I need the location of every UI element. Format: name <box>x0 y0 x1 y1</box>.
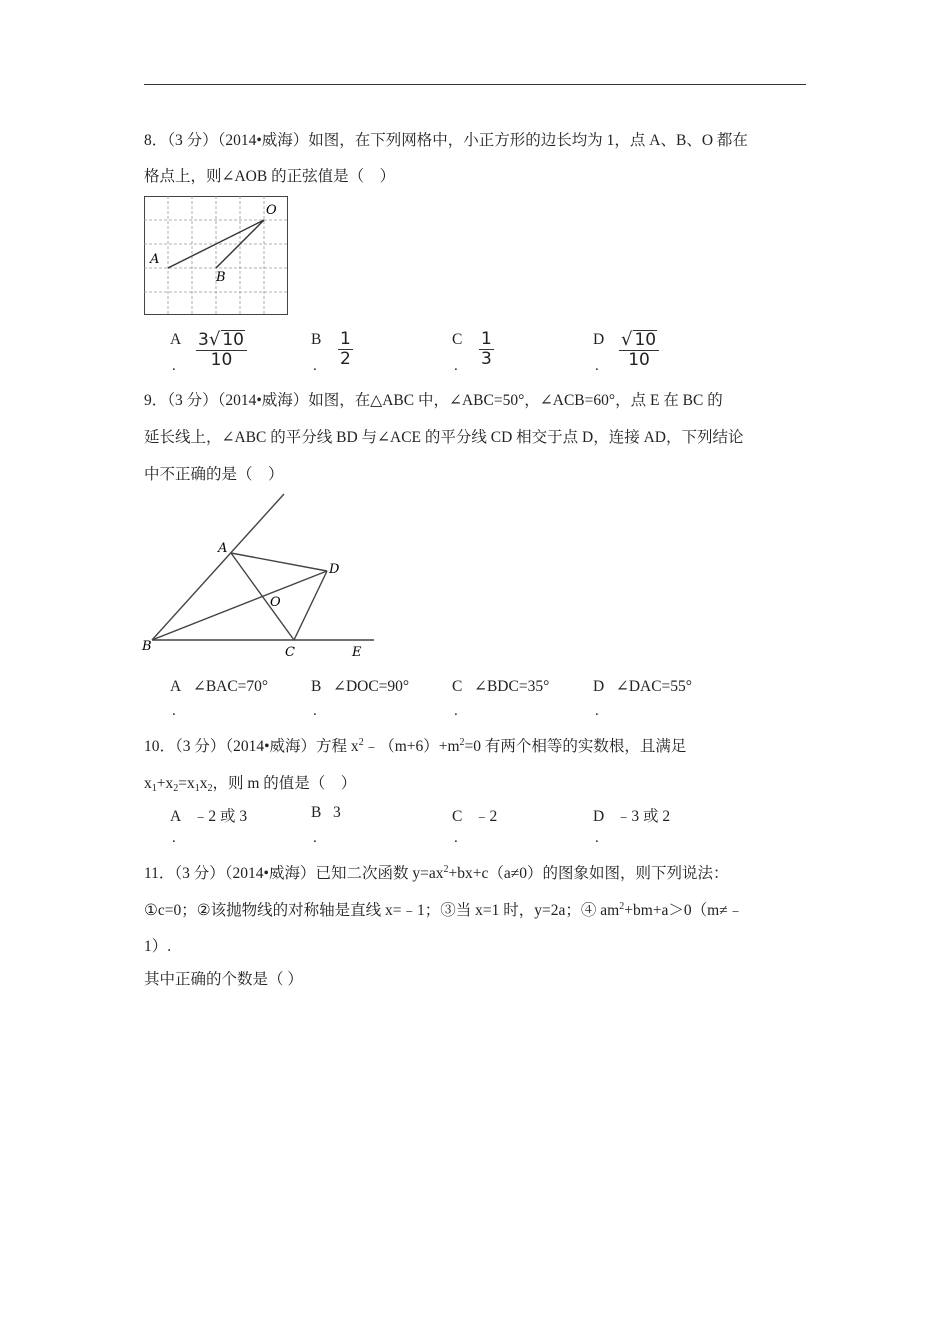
q9-d-text: ∠DAC=55° <box>615 678 692 695</box>
q8-option-a-value: $\frac{3√ 10}{10}$ <box>196 330 247 370</box>
q11-exponent: 2 <box>619 901 625 912</box>
q9-option-d[interactable] <box>593 677 692 696</box>
point-b-label: B <box>142 639 152 654</box>
q11-stem-part: +bx+c（a≠0）的图象如图，则下列说法： <box>448 865 729 882</box>
ray-ba-extended <box>152 494 284 640</box>
q8-b-denominator: 2 <box>340 349 351 369</box>
q9-stem-line1: 9．（3 分）（2014•威海）如图，在△ABC 中，∠ABC=50°，∠ACB=60°，点 E 在 BC 的 <box>144 392 723 409</box>
q10-option-d-dot: . <box>595 830 599 846</box>
q10-term: +x <box>156 775 174 792</box>
q8-option-c-dot: . <box>454 358 458 374</box>
segment-bd <box>152 571 327 640</box>
q8-c-numerator: 1 <box>481 329 492 349</box>
q8-option-b-value <box>338 330 353 369</box>
q10-subscript: 2 <box>173 783 179 794</box>
q8-d-radicand: 10 <box>634 330 657 350</box>
point-o-label: O <box>266 203 277 218</box>
q9-option-a[interactable] <box>170 677 268 696</box>
q11-stem-line3: 1）. <box>144 938 172 955</box>
q9-option-c-dot: . <box>454 703 458 719</box>
point-a-label: A <box>150 252 160 267</box>
q9-option-b-dot: . <box>313 703 317 719</box>
q10-option-c[interactable] <box>452 804 497 826</box>
q9-option-c[interactable] <box>452 677 549 696</box>
q10-option-d[interactable] <box>593 804 670 826</box>
q9-a-text: ∠BAC=70° <box>192 678 269 695</box>
q10-stem-part: =0 有两个相等的实数根，且满足 <box>464 738 687 755</box>
point-c-label: C <box>285 645 295 660</box>
q8-option-d-letter[interactable]: D <box>593 331 605 348</box>
q10-stem-part: ，则 m 的值是（ ） <box>212 775 357 792</box>
q11-stem-part: ①c=0；②该抛物线的对称轴是直线 x=﹣1；③当 x=1 时，y=2a；④ am <box>144 902 620 919</box>
q11-stem-part: +bm+a＞0（m≠﹣ <box>624 902 744 919</box>
q11-stem-line2 <box>144 898 743 920</box>
q8-a-radicand: 10 <box>222 330 244 350</box>
point-b-label: B <box>216 270 226 285</box>
q10-b-text: 3 <box>332 804 341 821</box>
q10-c-letter: C <box>452 808 463 825</box>
q8-b-numerator: 1 <box>340 329 351 349</box>
q10-option-b[interactable] <box>311 804 341 822</box>
q10-subscript: 1 <box>194 783 200 794</box>
q10-option-a[interactable] <box>170 804 247 826</box>
q8-option-a-dot: . <box>172 358 176 374</box>
q10-c-text: ﹣2 <box>473 808 498 825</box>
q8-d-denominator: 10 <box>628 350 650 370</box>
q9-c-letter: C <box>452 678 463 695</box>
q9-c-text: ∠BDC=35° <box>473 678 550 695</box>
q8-option-b-dot: . <box>313 358 317 374</box>
q8-option-d-dot: . <box>595 358 599 374</box>
q8-stem-line1: 8．（3 分）（2014•威海）如图，在下列网格中，小正方形的边长均为 1，点 A、B、O 都在 <box>144 132 748 149</box>
q10-term: =x <box>178 775 195 792</box>
q10-stem-line1 <box>144 734 686 756</box>
q8-option-c-letter[interactable]: C <box>452 331 463 348</box>
q9-option-d-dot: . <box>595 703 599 719</box>
q9-b-text: ∠DOC=90° <box>332 678 410 695</box>
q10-subscript: 2 <box>207 783 213 794</box>
q11-stem-line1 <box>144 861 729 883</box>
q10-a-letter: A <box>170 808 182 825</box>
point-a-label: A <box>218 541 228 556</box>
q8-option-b-letter[interactable]: B <box>311 331 322 348</box>
q10-exponent: 2 <box>358 737 364 748</box>
q10-option-c-dot: . <box>454 830 458 846</box>
q11-exponent: 2 <box>443 864 449 875</box>
header-rule <box>144 84 806 85</box>
q10-stem-line2 <box>144 771 356 794</box>
segment-ad <box>231 553 327 571</box>
q9-triangle-figure <box>140 490 380 665</box>
q10-term: x <box>199 775 208 792</box>
q10-stem-part: 10．（3 分）（2014•威海）方程 x <box>144 738 359 755</box>
q10-b-letter: B <box>311 804 322 821</box>
q10-term: x <box>144 775 152 792</box>
q8-c-denominator: 3 <box>481 349 492 369</box>
q9-stem-line2: 延长线上，∠ABC 的平分线 BD 与∠ACE 的平分线 CD 相交于点 D，连接 AD，下列结论 <box>144 429 744 446</box>
q8-a-denominator: 10 <box>210 350 233 370</box>
q10-d-letter: D <box>593 808 605 825</box>
q10-a-text: ﹣2 或 3 <box>192 808 248 825</box>
point-d-label: D <box>329 562 340 577</box>
q9-option-a-dot: . <box>172 703 176 719</box>
q10-d-text: ﹣3 或 2 <box>615 808 671 825</box>
q8-option-d-value: $\frac{√ 10}{10}$ <box>619 330 659 370</box>
q10-exponent: 2 <box>459 737 465 748</box>
q11-stem-line4: 其中正确的个数是（ ） <box>144 971 303 988</box>
q9-option-b[interactable] <box>311 677 409 696</box>
point-e-label: E <box>352 645 362 660</box>
q9-d-letter: D <box>593 678 605 695</box>
q8-option-c-value <box>479 330 494 369</box>
q8-a-coef: 3 <box>198 330 209 350</box>
q9-a-letter: A <box>170 678 182 695</box>
q8-stem-line2: 格点上，则∠AOB 的正弦值是（ ） <box>144 168 396 185</box>
q8-grid-figure <box>144 196 290 316</box>
q8-option-a-letter[interactable]: A <box>170 331 182 348</box>
q10-option-a-dot: . <box>172 830 176 846</box>
q9-b-letter: B <box>311 678 322 695</box>
q10-subscript: 1 <box>151 783 157 794</box>
q9-stem-line3: 中不正确的是（ ） <box>144 466 284 483</box>
point-o-label: O <box>270 595 281 610</box>
q10-option-b-dot: . <box>313 830 317 846</box>
q10-stem-part: ﹣（m+6）+m <box>363 738 460 755</box>
q11-stem-part: 11．（3 分）（2014•威海）已知二次函数 y=ax <box>144 865 444 882</box>
